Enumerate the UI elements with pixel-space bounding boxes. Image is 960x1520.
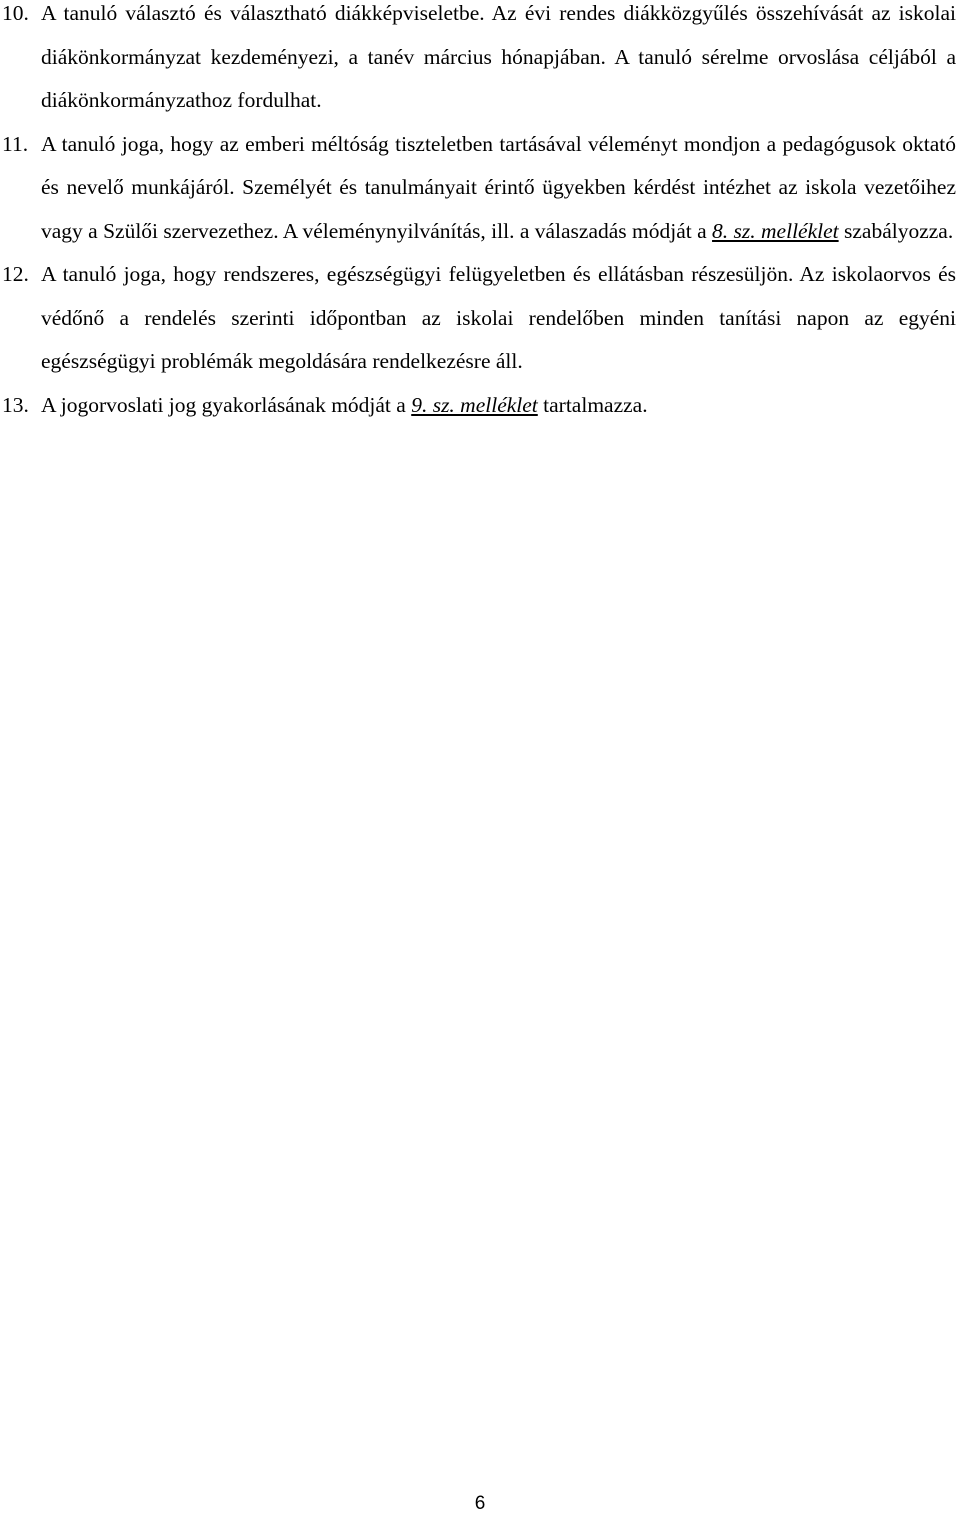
annex-9-reference-link[interactable]: 9. sz. melléklet (411, 392, 538, 417)
item-number: 10. (2, 1, 29, 25)
item-text: A tanuló joga, hogy rendszeres, egészségügyi felügyeletben és ellátásban részesüljön. Az iskolaorvos és védőnő a rendelés szerinti időpontban az iskolai rendelőben minden tanítási napon az egyéni egészségügyi problémák megoldására rendelkezésre áll. (41, 262, 956, 373)
list-item (0, 384, 960, 428)
item-number: 11. (2, 131, 29, 156)
item-text: A tanuló joga, hogy az emberi méltóság tiszteletben tartásával véleményt mondjon a pedagógusok oktató és nevelő munkájáról. Személyét és tanulmányait érintő ügyekben kérdést intézhet az iskola vezetőihez vagy a Szülői szervezethez. A véleménynyilvánítás, ill. a válaszadás módját a (41, 131, 956, 243)
item-text: szabályozza. (838, 218, 954, 243)
document-body (0, 0, 960, 427)
item-number: 13. (2, 392, 29, 417)
item-text: A jogorvoslati jog gyakorlásának módját a (41, 392, 412, 417)
annex-8-reference-link[interactable]: 8. sz. melléklet (712, 218, 839, 243)
list-item (0, 0, 960, 123)
item-text: A tanuló választó és választható diákképviseletbe. Az évi rendes diákközgyűlés összehívását az iskolai diákönkormányzat kezdeményezi, a tanév március hónapjában. A tanuló sérelme orvoslása céljából a diákönkormányzathoz fordulhat. (41, 1, 956, 112)
page-number: 6 (474, 1493, 486, 1514)
list-item (0, 123, 960, 254)
item-number: 12. (2, 262, 29, 286)
list-item (0, 253, 960, 384)
item-text: tartalmazza. (537, 392, 648, 417)
